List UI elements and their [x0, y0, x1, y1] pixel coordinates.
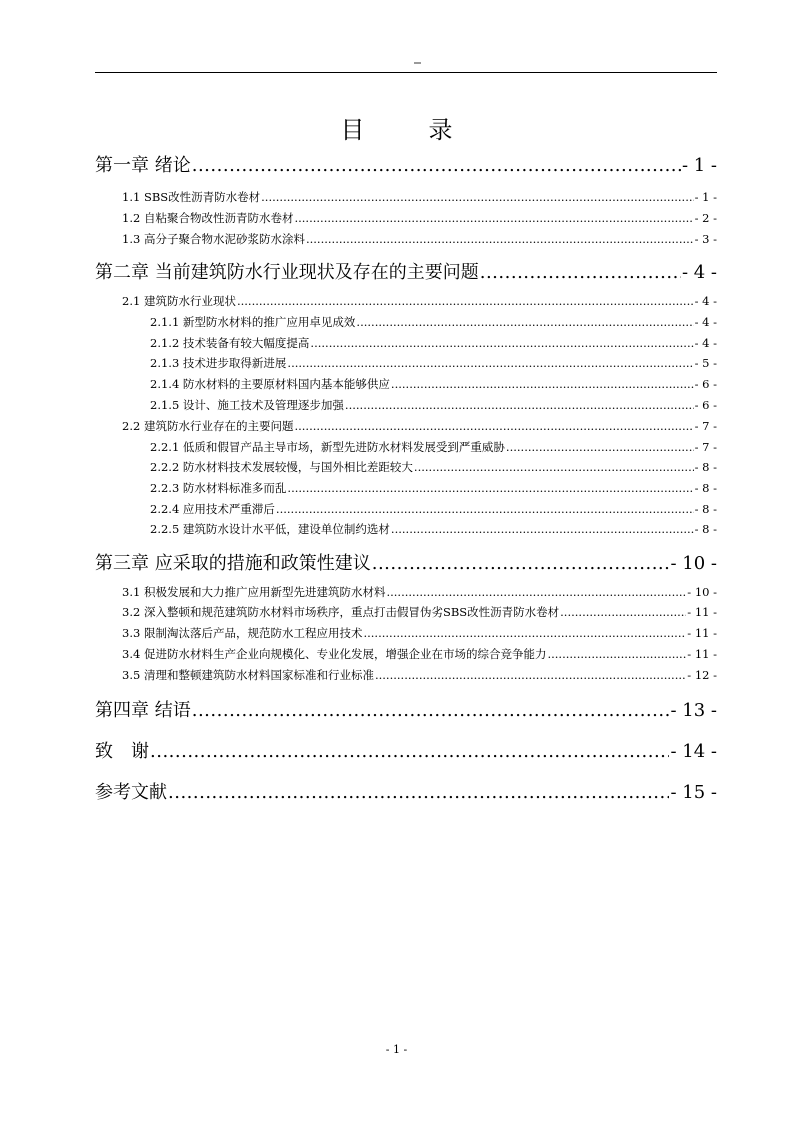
- dot-leader: [276, 502, 694, 516]
- page-number: - 1 -: [385, 1043, 408, 1056]
- toc-page: - 11 -: [687, 626, 717, 640]
- dot-leader: [391, 377, 694, 391]
- toc-page: - 11 -: [687, 605, 717, 619]
- toc-entry-3-2[interactable]: [122, 604, 717, 620]
- toc-page: - 7 -: [694, 440, 717, 454]
- toc-entry-3-3[interactable]: [122, 625, 717, 641]
- toc-entry-3-1[interactable]: [122, 584, 717, 600]
- toc-label: 第三章 应采取的措施和政策性建议: [95, 553, 371, 574]
- toc-page: - 8 -: [694, 481, 717, 495]
- dot-leader: [345, 398, 694, 412]
- toc-label: 2.2.1 低质和假冒产品主导市场，新型先进防水材料发展受到严重威胁: [150, 440, 505, 454]
- toc-entry-2-1-2[interactable]: [150, 335, 717, 351]
- toc-entry-2-2[interactable]: [122, 418, 717, 434]
- dot-leader: [237, 294, 694, 308]
- header-rule: [95, 72, 717, 73]
- toc-entry-2-2-4[interactable]: [150, 501, 717, 517]
- dot-leader: [287, 356, 693, 370]
- dot-leader: [192, 155, 681, 176]
- toc-entry-chapter-4[interactable]: [95, 696, 717, 722]
- toc-entry-2-1-5[interactable]: [150, 397, 717, 413]
- toc-entry-chapter-2[interactable]: [95, 258, 717, 284]
- dot-leader: [560, 605, 686, 619]
- toc-page: - 4 -: [694, 294, 717, 308]
- dot-leader: [547, 647, 686, 661]
- toc-entry-1-3[interactable]: [122, 231, 717, 247]
- toc-label: 2.1 建筑防水行业现状: [122, 294, 236, 308]
- toc-page: - 10 -: [687, 585, 717, 599]
- toc-label: 第一章 绪论: [95, 155, 191, 176]
- toc-entry-acknowledgements[interactable]: [95, 737, 717, 763]
- toc-entry-1-1[interactable]: [122, 189, 717, 205]
- toc-label: 1.1 SBS改性沥青防水卷材: [122, 190, 261, 204]
- dot-leader: [372, 553, 670, 574]
- toc-page: - 10 -: [670, 553, 717, 574]
- toc-label: 2.2.4 应用技术严重滞后: [150, 502, 275, 516]
- toc-page: - 7 -: [694, 419, 717, 433]
- toc-page: - 4 -: [681, 262, 717, 283]
- toc-page: - 8 -: [694, 502, 717, 516]
- toc-page: - 1 -: [694, 190, 717, 204]
- dot-leader: [168, 782, 669, 803]
- toc-page: - 14 -: [670, 741, 717, 762]
- dot-leader: [363, 626, 686, 640]
- toc-entry-2-2-5[interactable]: [150, 521, 717, 537]
- dot-leader: [192, 700, 670, 721]
- toc-entry-2-1-1[interactable]: [150, 314, 717, 330]
- dot-leader: [414, 460, 694, 474]
- toc-entry-2-1[interactable]: [122, 293, 717, 309]
- toc-label: 第二章 当前建筑防水行业现状及存在的主要问题: [95, 262, 479, 283]
- toc-page: - 8 -: [694, 460, 717, 474]
- toc-title: 目 录: [340, 116, 473, 144]
- dot-leader: [306, 232, 694, 246]
- toc-entry-2-2-1[interactable]: [150, 439, 717, 455]
- dot-leader: [294, 211, 693, 225]
- dot-leader: [294, 419, 693, 433]
- toc-entry-chapter-1[interactable]: [95, 151, 717, 177]
- dot-leader: [287, 481, 693, 495]
- dot-leader: [506, 440, 694, 454]
- toc-entry-1-2[interactable]: [122, 210, 717, 226]
- toc-label: 2.1.5 设计、施工技术及管理逐步加强: [150, 398, 344, 412]
- dot-leader: [150, 741, 669, 762]
- toc-label: 2.1.3 技术进步取得新进展: [150, 356, 287, 370]
- toc-label: 3.3 限制淘汰落后产品，规范防水工程应用技术: [122, 626, 363, 640]
- toc-label: 2.2.2 防水材料技术发展较慢，与国外相比差距较大: [150, 460, 413, 474]
- toc-label: 第四章 结语: [95, 700, 191, 721]
- toc-page: - 8 -: [694, 522, 717, 536]
- toc-entry-chapter-3[interactable]: [95, 549, 717, 575]
- toc-page: - 1 -: [681, 155, 717, 176]
- dot-leader: [386, 585, 686, 599]
- toc-page: - 4 -: [694, 315, 717, 329]
- toc-page: - 2 -: [694, 211, 717, 225]
- dot-leader: [391, 522, 694, 536]
- toc-page: - 11 -: [687, 647, 717, 661]
- toc-entry-2-2-3[interactable]: [150, 480, 717, 496]
- toc-page: - 12 -: [687, 668, 717, 682]
- toc-label: 1.2 自粘聚合物改性沥青防水卷材: [122, 211, 294, 225]
- toc-entry-references[interactable]: [95, 778, 717, 804]
- toc-entry-2-2-2[interactable]: [150, 459, 717, 475]
- toc-entry-3-4[interactable]: [122, 646, 717, 662]
- toc-label: 2.1.1 新型防水材料的推广应用卓见成效: [150, 315, 356, 329]
- toc-entry-3-5[interactable]: [122, 667, 717, 683]
- dot-leader: [261, 190, 693, 204]
- toc-label: 2.2.5 建筑防水设计水平低，建设单位制约选材: [150, 522, 390, 536]
- toc-label: 致 谢: [95, 741, 149, 762]
- dot-leader: [356, 315, 693, 329]
- toc-label: 3.1 积极发展和大力推广应用新型先进建筑防水材料: [122, 585, 386, 599]
- toc-label: 2.2 建筑防水行业存在的主要问题: [122, 419, 294, 433]
- toc-page: - 6 -: [694, 398, 717, 412]
- toc-entry-2-1-3[interactable]: [150, 355, 717, 371]
- toc-label: 参考文献: [95, 782, 167, 803]
- dot-leader: [310, 336, 693, 350]
- toc-label: 2.1.4 防水材料的主要原材料国内基本能够供应: [150, 377, 390, 391]
- toc-label: 3.5 清理和整顿建筑防水材料国家标准和行业标准: [122, 668, 374, 682]
- toc-page: - 4 -: [694, 336, 717, 350]
- toc-label: 3.4 促进防水材料生产企业向规模化、专业化发展，增强企业在市场的综合竞争能力: [122, 647, 547, 661]
- header-mark: [414, 62, 421, 64]
- toc-page: - 13 -: [670, 700, 717, 721]
- toc-label: 2.2.3 防水材料标准多而乱: [150, 481, 287, 495]
- toc-page: - 5 -: [694, 356, 717, 370]
- dot-leader: [375, 668, 686, 682]
- toc-label: 1.3 高分子聚合物水泥砂浆防水涂料: [122, 232, 305, 246]
- toc-label: 3.2 深入整顿和规范建筑防水材料市场秩序，重点打击假冒伪劣SBS改性沥青防水卷材: [122, 605, 560, 619]
- toc-page: - 3 -: [694, 232, 717, 246]
- toc-entry-2-1-4[interactable]: [150, 376, 717, 392]
- toc-page: - 15 -: [670, 782, 717, 803]
- toc-page: - 6 -: [694, 377, 717, 391]
- toc-label: 2.1.2 技术装备有较大幅度提高: [150, 336, 310, 350]
- dot-leader: [480, 262, 681, 283]
